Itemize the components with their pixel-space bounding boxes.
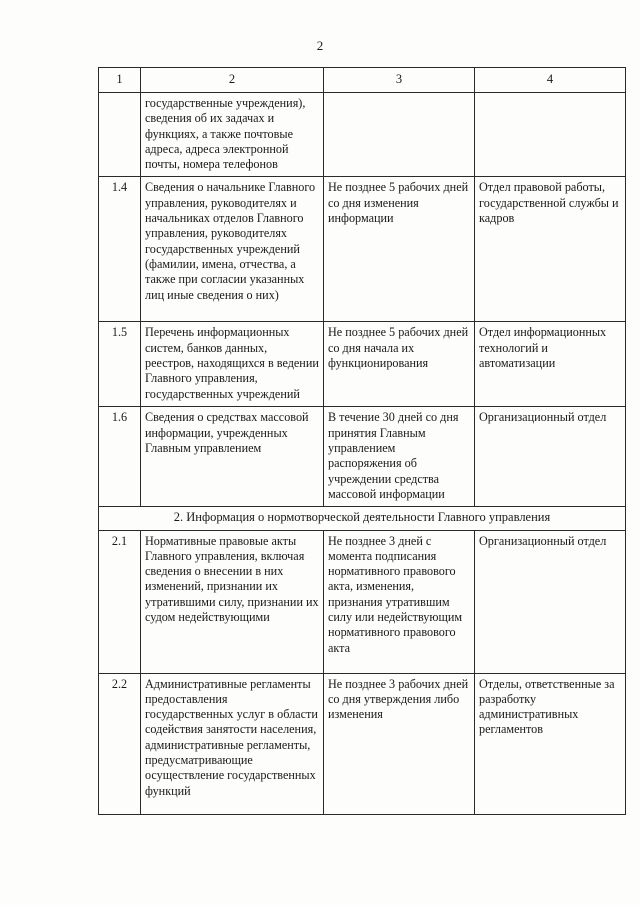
- row-deadline: Не позднее 5 рабочих дней со дня изменения информации: [324, 177, 475, 322]
- row-information: государственные учреждения), сведения об их задачах и функциях, а также почтовые адреса, адреса электронной почты, номера телефонов: [141, 93, 324, 177]
- row-information: Сведения о начальнике Главного управления, руководителях и начальниках отделов Главного управления, руководителях государственных учреждений (фамилии, имена, отчества, а также при согласии указанных лиц иные сведения о них): [141, 177, 324, 322]
- table-row: [99, 530, 626, 673]
- row-responsible: Отдел правовой работы, государственной службы и кадров: [475, 177, 626, 322]
- table-row: [99, 177, 626, 322]
- row-deadline: Не позднее 3 рабочих дней со дня утверждения либо изменения: [324, 673, 475, 814]
- row-number: [99, 93, 141, 177]
- section-title: 2. Информация о нормотворческой деятельности Главного управления: [99, 507, 626, 530]
- table-header-row: [99, 68, 626, 93]
- row-information: Сведения о средствах массовой информации, учрежденных Главным управлением: [141, 407, 324, 507]
- row-number: 2.2: [99, 673, 141, 814]
- column-header-number: 1: [99, 68, 141, 93]
- row-deadline: В течение 30 дней со дня принятия Главным управлением распоряжения об учреждении средства массовой информации: [324, 407, 475, 507]
- row-deadline: [324, 93, 475, 177]
- row-responsible: Организационный отдел: [475, 530, 626, 673]
- row-deadline: Не позднее 5 рабочих дней со дня начала их функционирования: [324, 322, 475, 407]
- row-responsible: Организационный отдел: [475, 407, 626, 507]
- row-number: 1.4: [99, 177, 141, 322]
- row-number: 2.1: [99, 530, 141, 673]
- row-deadline: Не позднее 3 дней с момента подписания нормативного правового акта, изменения, признания утратившим силу или недействующим нормативного правового акта: [324, 530, 475, 673]
- table-row: [99, 407, 626, 507]
- row-responsible: Отдел информационных технологий и автоматизации: [475, 322, 626, 407]
- row-number: 1.5: [99, 322, 141, 407]
- column-header-responsible: 4: [475, 68, 626, 93]
- column-header-deadline: 3: [324, 68, 475, 93]
- information-table: [98, 67, 626, 815]
- table-row: [99, 673, 626, 814]
- column-header-information: 2: [141, 68, 324, 93]
- page-number: 2: [316, 38, 324, 53]
- section-heading-row: [99, 507, 626, 530]
- table-row: [99, 93, 626, 177]
- row-information: Нормативные правовые акты Главного управления, включая сведения о внесении в них изменений, признании их утратившими силу, признании их судом недействующими: [141, 530, 324, 673]
- table-row: [99, 322, 626, 407]
- row-information: Перечень информационных систем, банков данных, реестров, находящихся в ведении Главного управления, государственных учреждений: [141, 322, 324, 407]
- row-information: Административные регламенты предоставления государственных услуг в области содействия занятости населения, административные регламенты, предусматривающие осуществление государственных функций: [141, 673, 324, 814]
- row-number: 1.6: [99, 407, 141, 507]
- row-responsible: [475, 93, 626, 177]
- row-responsible: Отделы, ответственные за разработку административных регламентов: [475, 673, 626, 814]
